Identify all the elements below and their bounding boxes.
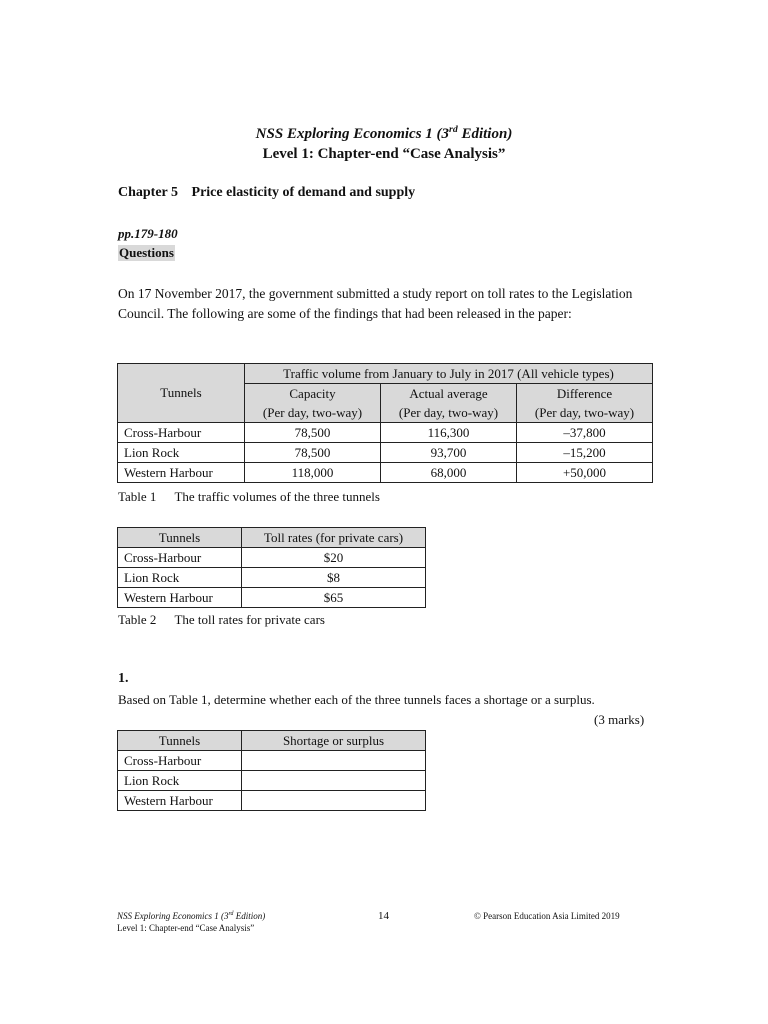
table2-header-tunnels: Tunnels <box>118 528 242 548</box>
page-number: 14 <box>378 910 389 922</box>
table-row <box>118 443 653 463</box>
answer-header-shortage-surplus: Shortage or surplus <box>242 731 426 751</box>
table1-caption: Table 1 The traffic volumes of the three tunnels <box>118 489 380 504</box>
book-title: NSS Exploring Economics 1 (3rd Edition) <box>255 124 513 142</box>
toll-rates-table <box>117 527 426 608</box>
difference-value: –15,200 <box>517 443 653 463</box>
traffic-volume-table <box>117 363 653 483</box>
difference-value: –37,800 <box>517 423 653 443</box>
table2-caption: Table 2 The toll rates for private cars <box>118 612 325 627</box>
answer-cell[interactable] <box>242 791 426 811</box>
table1-unit-capacity: (Per day, two-way) <box>245 403 381 423</box>
table2-header-rate: Toll rates (for private cars) <box>242 528 426 548</box>
tunnel-name: Lion Rock <box>118 443 245 463</box>
actual-value: 116,300 <box>381 423 517 443</box>
tunnel-name: Cross-Harbour <box>118 751 242 771</box>
questions-heading: Questions <box>119 245 174 260</box>
tunnel-name: Cross-Harbour <box>118 548 242 568</box>
table1-unit-difference: (Per day, two-way) <box>517 403 653 423</box>
answer-cell[interactable] <box>242 771 426 791</box>
table-row <box>118 548 426 568</box>
tunnel-name: Western Harbour <box>118 588 242 608</box>
chapter-title: Price elasticity of demand and supply <box>191 185 416 200</box>
toll-rate: $8 <box>242 568 426 588</box>
capacity-value: 78,500 <box>245 443 381 463</box>
table1-header-difference: Difference <box>517 384 653 404</box>
table1-unit-actual: (Per day, two-way) <box>381 403 517 423</box>
table-row <box>118 751 426 771</box>
answer-table <box>117 730 426 811</box>
table1-group-header: Traffic volume from January to July in 2017 (All vehicle types) <box>245 364 653 384</box>
table-row <box>118 568 426 588</box>
tunnel-name: Lion Rock <box>118 568 242 588</box>
table-row <box>118 771 426 791</box>
toll-rate: $65 <box>242 588 426 608</box>
footer-subtitle: Level 1: Chapter-end “Case Analysis” <box>117 923 255 933</box>
intro-paragraph: On 17 November 2017, the government submitted a study report on toll rates to the Legislation Council. The following are some of the findings that had been released in the paper: <box>118 286 633 321</box>
question-number: 1. <box>118 671 129 686</box>
table-row <box>118 423 653 443</box>
table1-header-capacity: Capacity <box>245 384 381 404</box>
question-marks: (3 marks) <box>594 712 645 727</box>
table-row <box>118 588 426 608</box>
actual-value: 68,000 <box>381 463 517 483</box>
table1-header-tunnels: Tunnels <box>118 364 245 423</box>
difference-value: +50,000 <box>517 463 653 483</box>
actual-value: 93,700 <box>381 443 517 463</box>
footer-book-title: NSS Exploring Economics 1 (3rd Edition) <box>117 911 266 921</box>
answer-header-tunnels: Tunnels <box>118 731 242 751</box>
toll-rate: $20 <box>242 548 426 568</box>
tunnel-name: Lion Rock <box>118 771 242 791</box>
capacity-value: 78,500 <box>245 423 381 443</box>
chapter-number: Chapter 5 <box>118 185 179 200</box>
capacity-value: 118,000 <box>245 463 381 483</box>
footer-copyright: © Pearson Education Asia Limited 2019 <box>474 911 620 921</box>
question-text: Based on Table 1, determine whether each of the three tunnels faces a shortage or a surplus. <box>118 692 595 707</box>
tunnel-name: Western Harbour <box>118 463 245 483</box>
tunnel-name: Cross-Harbour <box>118 423 245 443</box>
page-reference: pp.179-180 <box>118 226 178 241</box>
chapter-heading <box>118 185 415 201</box>
table-row <box>118 463 653 483</box>
table-row <box>118 791 426 811</box>
document-subtitle: Level 1: Chapter-end “Case Analysis” <box>262 146 506 162</box>
answer-cell[interactable] <box>242 751 426 771</box>
table1-header-actual: Actual average <box>381 384 517 404</box>
tunnel-name: Western Harbour <box>118 791 242 811</box>
